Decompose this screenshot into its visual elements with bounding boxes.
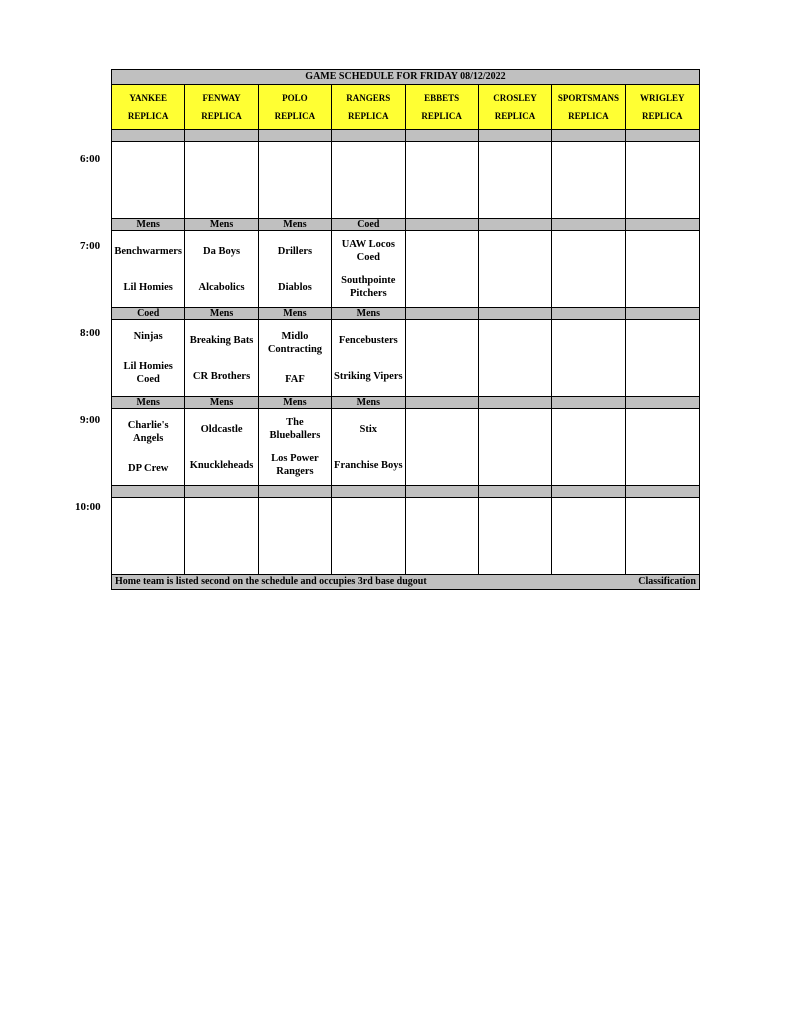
field-subtitle: REPLICA [421, 111, 462, 121]
field-subtitle: REPLICA [201, 111, 242, 121]
classification-cell [479, 308, 552, 319]
game-cell [479, 320, 552, 396]
field-name: YANKEE [129, 93, 168, 103]
away-team: Da Boys [203, 245, 241, 257]
game-cell [552, 320, 625, 396]
game-cell [479, 498, 552, 574]
classification-cell [626, 486, 699, 497]
time-slot-row [111, 141, 700, 219]
game-cell [112, 142, 185, 218]
classification-cell [185, 486, 258, 497]
field-name: WRIGLEY [640, 93, 685, 103]
classification-cell [185, 130, 258, 141]
away-team: Benchwarmers [114, 245, 183, 257]
field-subtitle: REPLICA [568, 111, 609, 121]
classification-cell: Mens [259, 308, 332, 319]
game-cell [626, 409, 699, 485]
classification-cell [479, 397, 552, 408]
game-cell [259, 498, 332, 574]
time-slot-row [111, 497, 700, 575]
schedule-table [111, 69, 700, 590]
home-team: Alcabolics [198, 281, 245, 293]
time-label: 7:00 [80, 240, 101, 252]
away-team: Ninjas [133, 331, 163, 343]
field-header-row [111, 84, 700, 130]
time-slot-row [111, 230, 700, 308]
field-header-6 [552, 85, 625, 129]
classification-cell [626, 219, 699, 230]
classification-cell: Coed [332, 219, 405, 230]
game-cell [185, 498, 258, 574]
time-slots [111, 129, 700, 575]
home-team-note: Home team is listed second on the schedule and occupies 3rd base dugout [115, 576, 427, 587]
game-cell [112, 320, 185, 396]
classification-cell [552, 308, 625, 319]
classification-cell [406, 219, 479, 230]
field-subtitle: REPLICA [642, 111, 683, 121]
classification-cell [552, 486, 625, 497]
home-team: Southpointe Pitchers [341, 275, 396, 299]
classification-cell [259, 130, 332, 141]
home-team: FAF [285, 373, 305, 385]
time-slot-row [111, 319, 700, 397]
game-cell [406, 231, 479, 307]
field-subtitle: REPLICA [274, 111, 316, 121]
home-team: Lil Homies [123, 281, 173, 293]
home-team: DP Crew [128, 462, 169, 474]
game-cell [185, 142, 258, 218]
away-team: Midlo Contracting [267, 331, 323, 356]
classification-cell: Mens [112, 219, 185, 230]
classification-cell [259, 486, 332, 497]
away-team: Drillers [277, 245, 313, 257]
away-team: The Blueballers [269, 417, 321, 441]
classification-label: Classification [638, 576, 696, 587]
classification-cell [332, 130, 405, 141]
field-name: CROSLEY [493, 93, 537, 103]
game-cell [406, 498, 479, 574]
game-cell [332, 409, 405, 485]
footer-bar [111, 574, 700, 590]
field-name: FENWAY [202, 93, 241, 103]
classification-cell [552, 130, 625, 141]
field-header-3 [332, 85, 405, 129]
game-cell [406, 409, 479, 485]
game-cell [626, 142, 699, 218]
classification-cell [479, 486, 552, 497]
game-cell [259, 409, 332, 485]
classification-cell: Mens [185, 308, 258, 319]
home-team: CR Brothers [192, 370, 251, 382]
game-cell [332, 320, 405, 396]
time-label: 9:00 [80, 414, 101, 426]
schedule-title: GAME SCHEDULE FOR FRIDAY 08/12/2022 [111, 69, 700, 85]
classification-row [111, 485, 700, 498]
classification-cell: Mens [259, 397, 332, 408]
classification-cell [552, 397, 625, 408]
classification-cell [112, 130, 185, 141]
game-cell [185, 320, 258, 396]
game-cell [552, 409, 625, 485]
classification-row [111, 307, 700, 320]
game-cell [259, 142, 332, 218]
classification-cell [406, 397, 479, 408]
field-subtitle: REPLICA [494, 111, 536, 121]
game-cell [626, 498, 699, 574]
classification-cell: Mens [332, 397, 405, 408]
game-cell [185, 409, 258, 485]
classification-cell [406, 486, 479, 497]
classification-cell [332, 486, 405, 497]
classification-cell: Coed [112, 308, 185, 319]
classification-cell: Mens [185, 397, 258, 408]
home-team: Franchise Boys [334, 459, 403, 471]
classification-cell [406, 130, 479, 141]
classification-cell [479, 130, 552, 141]
classification-row [111, 396, 700, 409]
game-cell [185, 231, 258, 307]
game-cell [406, 320, 479, 396]
game-cell [332, 498, 405, 574]
away-team: Oldcastle [200, 423, 243, 435]
game-cell [332, 231, 405, 307]
classification-cell [626, 397, 699, 408]
game-cell [552, 498, 625, 574]
away-team: Stix [359, 423, 378, 435]
classification-cell: Mens [185, 219, 258, 230]
time-label: 8:00 [80, 327, 101, 339]
game-cell [112, 231, 185, 307]
game-cell [479, 231, 552, 307]
game-cell [259, 320, 332, 396]
game-cell [626, 231, 699, 307]
field-header-2 [259, 85, 332, 129]
away-team: Charlie's Angels [127, 420, 169, 445]
home-team: Striking Vipers [334, 370, 403, 382]
away-team: Fencebusters [338, 334, 398, 346]
field-name: RANGERS [346, 93, 391, 103]
classification-cell [626, 130, 699, 141]
classification-row [111, 218, 700, 231]
classification-cell [626, 308, 699, 319]
time-label: 6:00 [80, 153, 101, 165]
game-cell [479, 142, 552, 218]
field-header-1 [185, 85, 258, 129]
game-cell [112, 409, 185, 485]
away-team: Breaking Bats [189, 334, 254, 346]
classification-cell: Mens [332, 308, 405, 319]
game-cell [259, 231, 332, 307]
field-name: EBBETS [424, 93, 460, 103]
field-subtitle: REPLICA [348, 111, 389, 121]
field-subtitle: REPLICA [127, 111, 169, 121]
field-header-4 [406, 85, 479, 129]
game-cell [406, 142, 479, 218]
classification-cell [112, 486, 185, 497]
field-header-5 [479, 85, 552, 129]
game-cell [479, 409, 552, 485]
classification-cell: Mens [112, 397, 185, 408]
game-cell [552, 231, 625, 307]
home-team: Knuckleheads [189, 459, 254, 471]
field-header-0 [112, 85, 185, 129]
game-cell [626, 320, 699, 396]
time-slot-row [111, 408, 700, 486]
home-team: Diablos [278, 281, 312, 293]
field-name: POLO [282, 93, 308, 103]
classification-cell [406, 308, 479, 319]
classification-row [111, 129, 700, 142]
time-label: 10:00 [75, 501, 101, 513]
classification-cell [552, 219, 625, 230]
game-cell [332, 142, 405, 218]
home-team: Los Power Rangers [271, 453, 319, 477]
field-name: SPORTSMANS [557, 93, 620, 103]
classification-cell [479, 219, 552, 230]
field-header-7 [626, 85, 699, 129]
classification-cell: Mens [259, 219, 332, 230]
game-cell [112, 498, 185, 574]
game-cell [552, 142, 625, 218]
home-team: Lil Homies Coed [123, 360, 173, 385]
away-team: UAW Locos Coed [341, 239, 395, 263]
